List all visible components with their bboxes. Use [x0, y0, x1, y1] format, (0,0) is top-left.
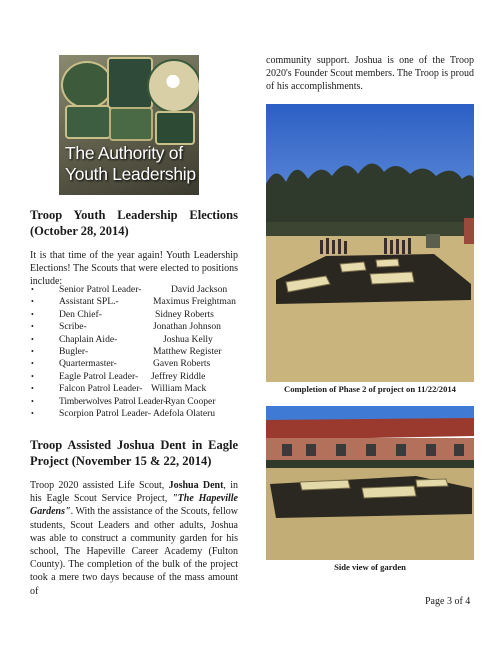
- page-number: Page 3 of 4: [425, 596, 471, 607]
- elections-heading: Troop Youth Leadership Elections (October 28, 2014): [30, 208, 238, 238]
- position-list-item: [31, 396, 241, 408]
- logo-title: The Authority of Youth Leadership: [65, 143, 196, 184]
- bullet: •: [31, 371, 34, 381]
- position-list-item: [31, 358, 241, 370]
- position-list-item: [31, 321, 241, 333]
- bullet: •: [31, 359, 34, 369]
- elections-intro: It is that time of the year again! Youth Leadership Elections! The Scouts that were elected to positions include:: [30, 250, 238, 288]
- bullet: •: [31, 408, 34, 418]
- position-title: Scorpion Patrol Leader-: [59, 407, 151, 419]
- eagle-project-paragraph: Troop 2020 assisted Life Scout, Joshua Dent, in his Eagle Scout Service Project, "The Hapeville Gardens". With the assistance of the Scouts, fellow students, Scout Leaders and other adults, Joshua was able to construct a community garden for his school, The Hapeville Career Academy (Fulton County). The completion of the bulk of the project took a mere two days because of the mass amount of: [30, 480, 238, 597]
- photo2-caption: Side view of garden: [334, 562, 406, 572]
- position-list-item: [31, 346, 241, 358]
- scout-name: Sidney Roberts: [155, 308, 214, 320]
- scout-name: Jonathan Johnson: [153, 321, 221, 333]
- position-title: Senior Patrol Leader-: [59, 284, 142, 295]
- rank-patch: [65, 105, 111, 139]
- position-list-item: [31, 408, 241, 420]
- position-list-item: [31, 334, 241, 346]
- position-title: Den Chief-: [59, 308, 102, 320]
- position-title: Eagle Patrol Leader-: [59, 370, 139, 382]
- scout-name: Maximus Freightman: [153, 296, 236, 308]
- bullet: •: [31, 309, 34, 319]
- bullet: •: [31, 334, 34, 344]
- garden-side-view-photo: [266, 406, 474, 560]
- bullet: •: [31, 346, 34, 356]
- position-list-item: [31, 383, 241, 395]
- position-title: Quartermaster-: [59, 358, 117, 370]
- garden-phase2-photo: [266, 104, 474, 382]
- patrol-leader-patch: [61, 61, 113, 109]
- rank-patch-2: [109, 107, 153, 141]
- position-title: Chaplain Aide-: [59, 333, 118, 345]
- scout-name: Adefola Olateru: [153, 407, 216, 419]
- eagle-project-continued: community support. Joshua is one of the Troop 2020's Founder Scout members. The Troop is proud of his accomplishments.: [266, 55, 474, 93]
- youth-leadership-logo: [59, 55, 199, 195]
- position-title: Assistant SPL.-: [59, 296, 119, 308]
- position-list-item: [31, 371, 241, 383]
- position-title: Timberwolves Patrol Leader-: [59, 395, 167, 407]
- eagle-project-heading: Troop Assisted Joshua Dent in Eagle Project (November 15 & 22, 2014): [30, 438, 238, 468]
- position-title: Falcon Patrol Leader-: [59, 383, 143, 395]
- scout-name: Ryan Cooper: [165, 395, 216, 407]
- scout-name: William Mack: [151, 383, 207, 395]
- position-list-item: [31, 284, 241, 296]
- scout-name: Gaven Roberts: [153, 358, 211, 370]
- scout-name: Joshua Kelly: [163, 333, 213, 345]
- position-title: Scribe-: [59, 321, 87, 333]
- bullet: •: [31, 285, 34, 294]
- bullet: •: [31, 384, 34, 394]
- scout-name: David Jackson: [171, 284, 228, 295]
- scout-name: Matthew Register: [153, 345, 222, 357]
- photo1-caption: Completion of Phase 2 of project on 11/22/2014: [284, 384, 456, 394]
- position-title: Bugler-: [59, 345, 89, 357]
- rank-patch-3: [155, 111, 195, 145]
- position-list-item: [31, 309, 241, 321]
- project-name: "The Hapeville Gardens": [30, 493, 238, 518]
- bullet: •: [31, 396, 34, 406]
- elected-positions-list: [31, 284, 241, 420]
- bullet: •: [31, 297, 34, 307]
- position-list-item: [31, 296, 241, 308]
- scout-name: Joshua Dent: [168, 480, 224, 491]
- fleur-de-lis-icon: [163, 71, 183, 97]
- scout-name: Jeffrey Riddle: [151, 370, 206, 382]
- bullet: •: [31, 322, 34, 332]
